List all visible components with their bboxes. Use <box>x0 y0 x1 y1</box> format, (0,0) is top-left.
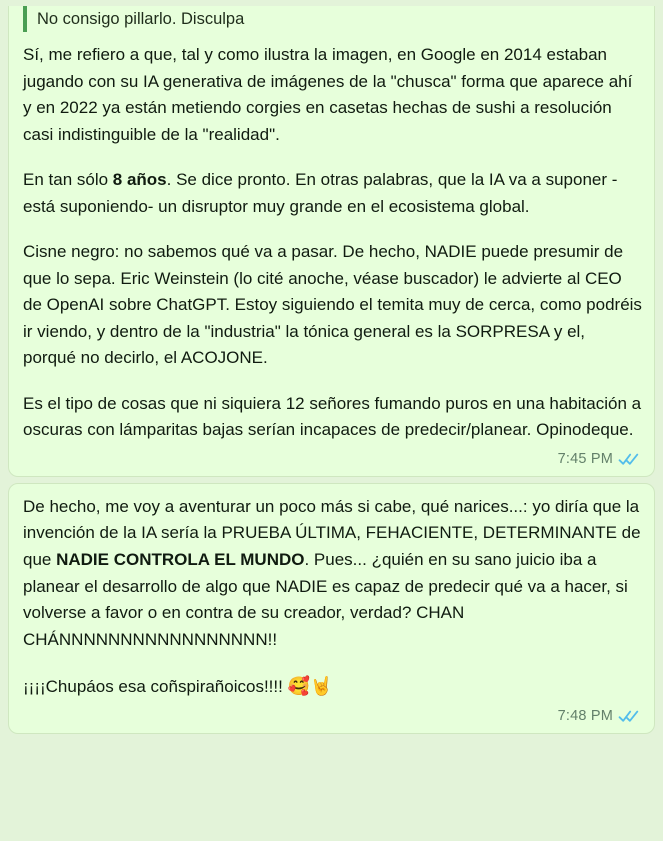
message-bold-text: NADIE CONTROLA EL MUNDO <box>56 550 305 569</box>
message-timestamp: 7:48 PM <box>557 707 613 724</box>
message-body <box>23 490 642 703</box>
message-paragraph: De hecho, me voy a aventurar un poco más si cabe, qué narices...: yo diría que la invención de la IA sería la PRUEBA ÚLTIMA, FEHACIENTE, DETERMINANTE de que NADIE CONTROLA EL MUNDO. Pues... ¿quién en su sano juicio iba a planear el desarrollo de algo que NADIE es capaz de predecir qué va a hacer, si volverse a favor o en contra de su creador, verdad? CHAN CHÁNNNNNNNNNNNNNNNNN!! <box>23 496 641 649</box>
message-bubble-outgoing[interactable] <box>8 483 655 734</box>
smiling-face-with-hearts-emoji: 🥰 <box>287 676 310 697</box>
message-timestamp: 7:45 PM <box>557 450 613 467</box>
chat-transcript <box>0 6 663 841</box>
message-meta <box>23 705 642 727</box>
message-paragraph: Cisne negro: no sabemos qué va a pasar. De hecho, NADIE puede presumir de que lo sepa. Eric Weinstein (lo cité anoche, véase buscador) le advierte al CEO de OpenAI sobre ChatGPT. Estoy siguiendo el temita muy de cerca, como podréis ir viendo, y dentro de la "industria" la tónica general es la SORPRESA y el, porqué no decirlo, el ACOJONE. <box>23 242 642 368</box>
double-check-icon <box>618 709 640 723</box>
quoted-message-text: No consigo pillarlo. Disculpa <box>37 10 245 28</box>
message-paragraph: ¡¡¡¡Chupáos esa coñspirañoicos!!!! 🥰🤘 <box>23 676 333 697</box>
message-bold-text: 8 años <box>112 170 167 190</box>
message-paragraph: Sí, me refiero a que, tal y como ilustra la imagen, en Google en 2014 estaban jugando con su IA generativa de imágenes de la "chusca" forma que aparece ahí y en 2022 ya están metiendo corgies en casetas hechas de sushi a resolución casi indistinguible de la "realidad". <box>23 45 633 144</box>
message-paragraph: En tan sólo 8 años. Se dice pronto. En otras palabras, que la IA va a suponer -está suponiendo- un disruptor muy grande en el ecosistema global. <box>23 170 618 216</box>
message-body <box>23 34 642 446</box>
message-meta <box>23 448 642 470</box>
quoted-message[interactable] <box>23 6 642 32</box>
sign-of-the-horns-emoji: 🤘 <box>309 676 333 697</box>
double-check-icon <box>618 452 640 466</box>
message-bubble-outgoing[interactable] <box>8 6 655 477</box>
message-paragraph: Es el tipo de cosas que ni siquiera 12 señores fumando puros en una habitación a oscuras con lámparitas bajas serían incapaces de predecir/planear. Opinodeque. <box>23 393 642 440</box>
